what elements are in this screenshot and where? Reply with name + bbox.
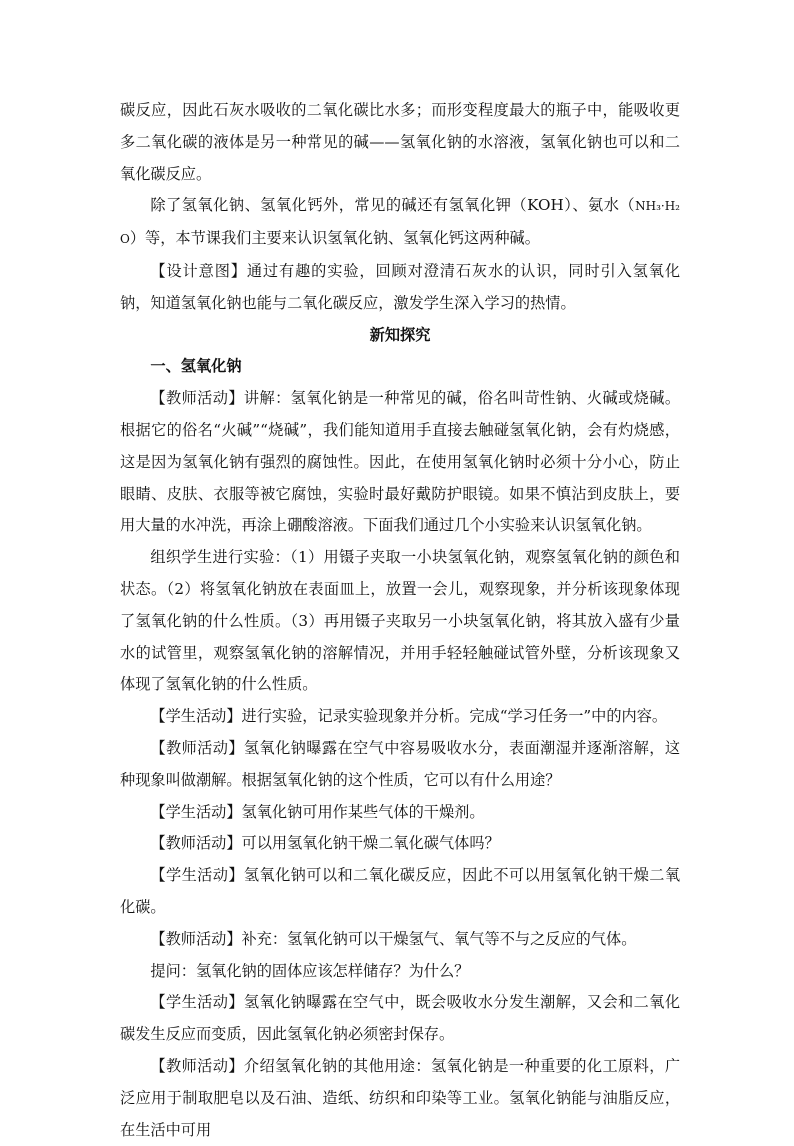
paragraph-student-experiment bbox=[120, 701, 680, 733]
paragraph-other-bases-text-b: ）等，本节课我们主要来认识氢氧化钠、氢氧化钙这两种碱。 bbox=[129, 229, 540, 248]
student-experiment-text: 进行实验，记录实验现象并分析。完成“学习任务一”中的内容。 bbox=[241, 707, 668, 726]
teacher-supplement-text: 补充：氢氧化钠可以干燥氢气、氧气等不与之反应的气体。 bbox=[241, 929, 637, 948]
student-activity-tag: 【学生活动】 bbox=[150, 802, 242, 821]
teacher-activity-tag: 【教师活动】 bbox=[150, 929, 242, 948]
teacher-uses-text: 介绍氢氧化钠的其他用途：氢氧化钠是一种重要的化工原料，广泛应用于制取肥皂以及石油、造纸、纺织和印染等工业。氢氧化钠能与油脂反应，在生活中可用 bbox=[120, 1056, 681, 1139]
teacher-deliquescence-text: 氢氧化钠曝露在空气中容易吸收水分，表面潮湿并逐渐溶解，这种现象叫做潮解。根据氢氧化钠的这个性质，它可以有什么用途？ bbox=[120, 738, 681, 789]
paragraph-student-desiccant bbox=[120, 797, 680, 829]
teacher-activity-tag: 【教师活动】 bbox=[150, 738, 244, 757]
teacher-question-text: 可以用氢氧化钠干燥二氧化碳气体吗？ bbox=[241, 834, 500, 853]
document-body bbox=[120, 95, 680, 1146]
student-answer-text: 氢氧化钠可以和二氧化碳反应，因此不可以用氢氧化钠干燥二氧化碳。 bbox=[120, 866, 681, 916]
paragraph-teacher-question bbox=[120, 828, 680, 860]
paragraph-other-bases-text-a: 除了氢氧化钠、氢氧化钙外，常见的碱还有氢氧化钾（KOH）、氨水（ bbox=[150, 196, 636, 215]
teacher-activity-tag: 【教师活动】 bbox=[150, 1056, 244, 1075]
teacher-explain-text: 讲解：氢氧化钠是一种常见的碱，俗名叫苛性钠、火碱或烧碱。根据它的俗名“火碱”“烧碱”，我们能知道用手直接去触碰氢氧化钠，会有灼烧感，这是因为氢氧化钠有强烈的腐蚀性。因此，在使用氢氧化钠时必须十分小心，防止眼睛、皮肤、衣服等被它腐蚀，实验时最好戴防护眼镜。如果不慎沾到皮肤上，要用大量的水冲洗，再涂上硼酸溶液。下面我们通过几个小实验来认识氢氧化钠。 bbox=[120, 389, 681, 535]
student-activity-tag: 【学生活动】 bbox=[150, 993, 244, 1012]
student-desiccant-text: 氢氧化钠可用作某些气体的干燥剂。 bbox=[241, 802, 485, 821]
paragraph-experiment-steps: 组织学生进行实验：（1）用镊子夹取一小块氢氧化钠，观察氢氧化钠的颜色和状态。（2）将氢氧化钠放在表面皿上，放置一会儿，观察现象，并分析该现象体现了氢氧化钠的什么性质。（3）再用镊子夹取另一小块氢氧化钠，将其放入盛有少量水的试管里，观察氢氧化钠的溶解情况，并用手轻轻触碰试管外壁，分析该现象又体现了氢氧化钠的什么性质。 bbox=[120, 548, 680, 694]
design-intent-text: 通过有趣的实验，回顾对澄清石灰水的认识，同时引入氢氧化钠，知道氢氧化钠也能与二氧化碳反应，激发学生深入学习的热情。 bbox=[120, 261, 681, 312]
teacher-activity-tag: 【教师活动】 bbox=[150, 834, 242, 853]
paragraph-student-answer bbox=[120, 860, 680, 924]
section-title: 新知探究 bbox=[369, 325, 431, 344]
teacher-activity-tag: 【教师活动】 bbox=[150, 389, 244, 408]
paragraph-teacher-explain bbox=[120, 383, 680, 542]
paragraph-design-intent bbox=[120, 256, 680, 320]
paragraph-intro-continuation: 碳反应，因此石灰水吸收的二氧化碳比水多；而形变程度最大的瓶子中，能吸收更多二氧化碳的液体是另一种常见的碱——氢氧化钠的水溶液，氢氧化钠也可以和二氧化碳反应。 bbox=[120, 101, 680, 183]
design-intent-tag: 【设计意图】 bbox=[150, 261, 247, 280]
paragraph-storage-question: 提问：氢氧化钠的固体应该怎样储存？为什么？ bbox=[150, 961, 470, 980]
subsection-title: 一、氢氧化钠 bbox=[150, 357, 242, 376]
paragraph-teacher-uses bbox=[120, 1051, 680, 1146]
paragraph-teacher-deliquescence bbox=[120, 733, 680, 797]
ammonia-formula: NH₃·H₂O bbox=[120, 199, 680, 247]
paragraph-other-bases bbox=[120, 190, 680, 256]
paragraph-student-storage bbox=[120, 987, 680, 1051]
student-storage-text: 氢氧化钠曝露在空气中，既会吸收水分发生潮解，又会和二氧化碳发生反应而变质，因此氢氧化钠必须密封保存。 bbox=[120, 993, 681, 1044]
student-activity-tag: 【学生活动】 bbox=[150, 707, 242, 726]
student-activity-tag: 【学生活动】 bbox=[150, 866, 244, 885]
paragraph-teacher-supplement bbox=[120, 924, 680, 956]
